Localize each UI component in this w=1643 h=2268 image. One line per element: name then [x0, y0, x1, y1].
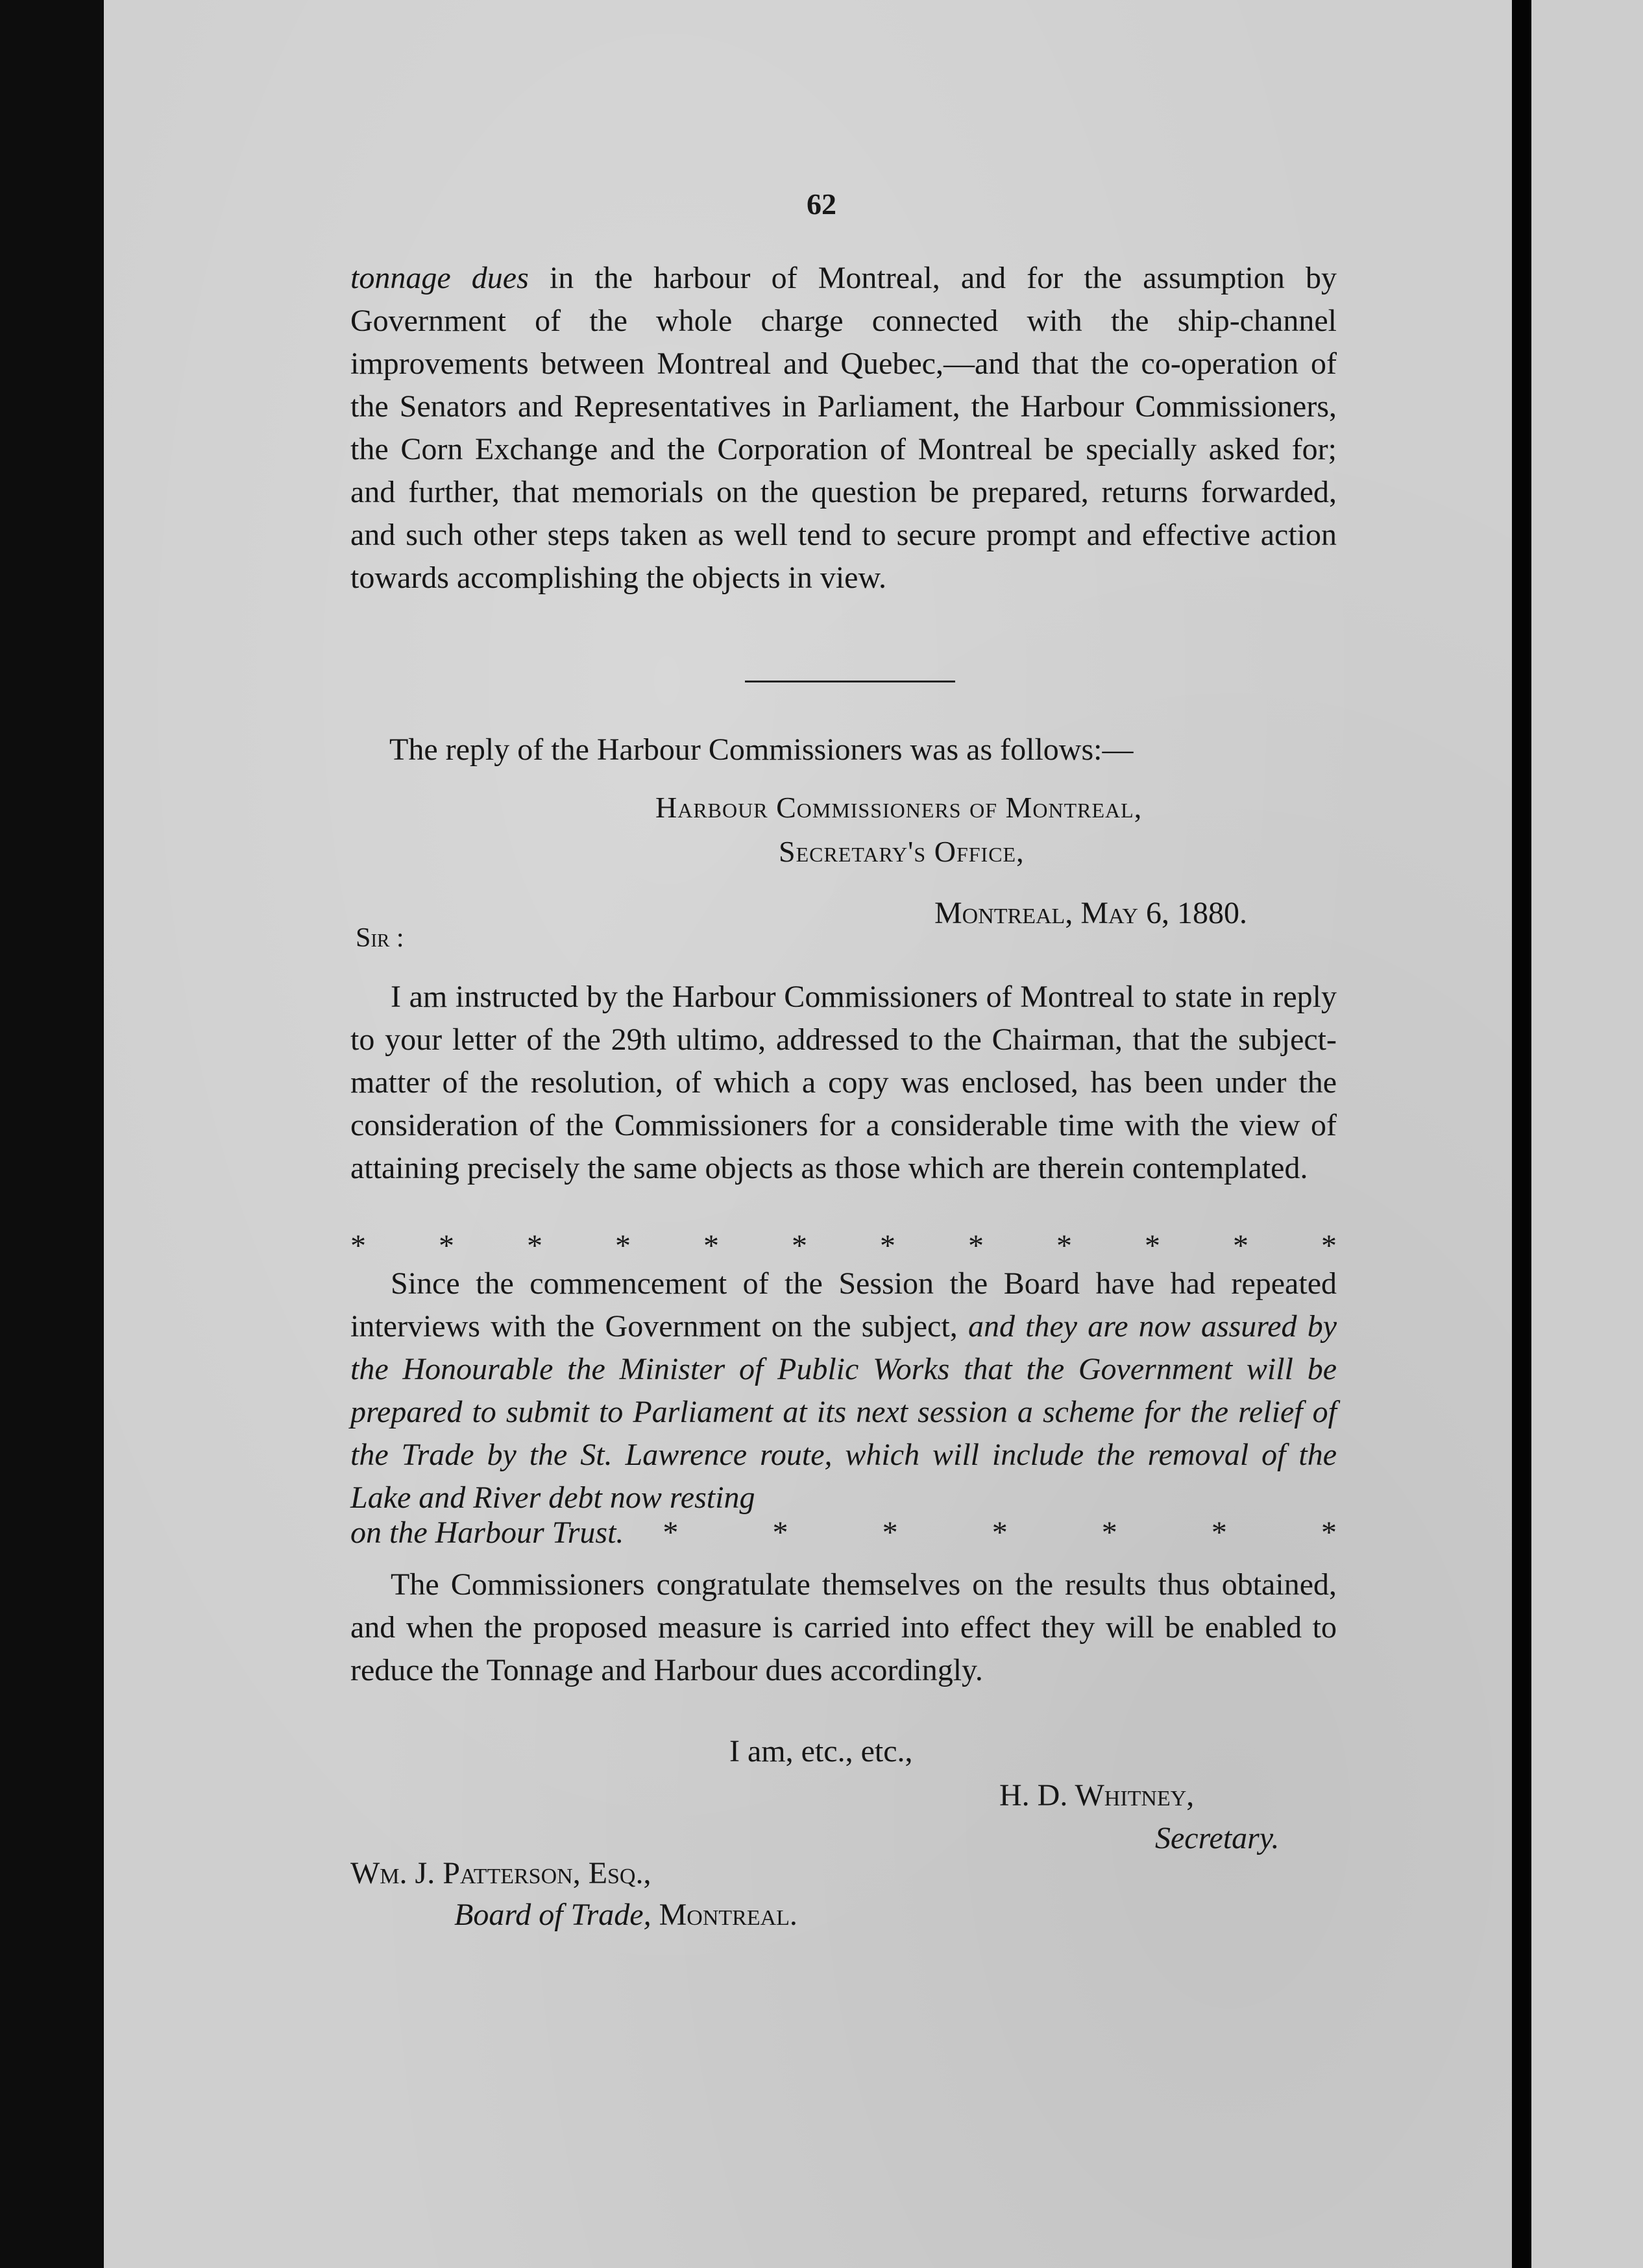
- paragraph-resolution-end: [350, 257, 1337, 599]
- asterisk-mark: *: [882, 1515, 898, 1550]
- asterisk-mark: *: [663, 1515, 679, 1550]
- letter-salutation: Sir :: [356, 923, 404, 953]
- letter-paragraph-2-roman: Since the commencement of the Session the Board have had repeated interviews with the Government on the subject,: [350, 1266, 1337, 1344]
- letter-signer-title: Secretary.: [1155, 1821, 1280, 1855]
- reply-intro: The reply of the Harbour Commissioners was as follows:—: [389, 732, 1134, 767]
- asterisk-mark: *: [1211, 1515, 1227, 1550]
- asterisk-mark: *: [1321, 1229, 1337, 1263]
- letter-paragraph-1: I am instructed by the Harbour Commissioners of Montreal to state in reply to your letter of the 29th ultimo, addressed to the Chairman, that the subject-matter of the resolution, of which a copy was enclosed, has been under the consideration of the Commissioners for a considerable time with the view of attaining precisely the same objects as those which are therein contemplated.: [350, 980, 1337, 1185]
- book-gutter: [1512, 0, 1531, 2268]
- paragraph-resolution-text: in the harbour of Montreal, and for the assumption by Government of the whole charge connected with the ship-channel improvements between Montreal and Quebec,—and that the co-operation of the Senators and Representatives in Parliament, the Harbour Commissioners, the Corn Exchange and the Corporation of Montreal be specially asked for; and further, that memorials on the question be prepared, returns forwarded, and such other steps taken as well tend to secure prompt and effective action towards accomplishing the objects in view.: [350, 261, 1337, 595]
- asterisk-mark: *: [439, 1229, 454, 1263]
- letter-paragraph-2-end: [350, 1512, 1337, 1554]
- page-number: 62: [807, 187, 836, 221]
- asterisk-mark: *: [615, 1229, 631, 1263]
- section-divider: [745, 681, 955, 682]
- asterisk-mark: *: [1145, 1229, 1160, 1263]
- omission-asterisks-inline: [663, 1512, 1337, 1554]
- asterisk-mark: *: [968, 1229, 984, 1263]
- asterisk-mark: *: [1233, 1229, 1248, 1263]
- asterisk-mark: *: [350, 1229, 366, 1263]
- asterisk-mark: *: [772, 1515, 788, 1550]
- asterisk-mark: *: [1056, 1229, 1072, 1263]
- asterisk-mark: *: [792, 1229, 807, 1263]
- asterisk-mark: *: [1320, 1515, 1337, 1550]
- letter-header-org: Harbour Commissioners of Montreal,: [655, 791, 1143, 824]
- asterisk-mark: *: [703, 1229, 719, 1263]
- letter-header-office: Secretary's Office,: [779, 835, 1025, 868]
- asterisk-mark: *: [527, 1229, 542, 1263]
- letter-signer: H. D. Whitney,: [999, 1778, 1195, 1813]
- letter-closing: I am, etc., etc.,: [729, 1734, 913, 1768]
- tonnage-dues-italic: tonnage dues: [350, 261, 529, 295]
- letter-paragraph-2: [350, 1262, 1337, 1519]
- omission-asterisks-row: [350, 1225, 1337, 1268]
- letter-dateline: Montreal, May 6, 1880.: [934, 896, 1247, 930]
- addressee-name: Wm. J. Patterson, Esq.,: [350, 1856, 651, 1890]
- addressee-line: [454, 1897, 797, 1933]
- asterisk-mark: *: [880, 1229, 895, 1263]
- letter-paragraph-2-italic: and they are now assured by the Honourable the Minister of Public Works that the Government will be prepared to submit to Parliament at its next session a scheme for the relief of the Trade by the St. Lawrence route, which will include the removal of the Lake and River debt now resting: [350, 1309, 1337, 1515]
- asterisk-mark: *: [992, 1515, 1008, 1550]
- asterisk-mark: *: [1101, 1515, 1117, 1550]
- letter-paragraph-2-tail: on the Harbour Trust.: [350, 1515, 624, 1550]
- letter-paragraph-3: The Commissioners congratulate themselves on the results thus obtained, and when the proposed measure is carried into effect they will be enabled to reduce the Tonnage and Harbour dues accordingly.: [350, 1567, 1337, 1687]
- facing-page-edge: [1531, 0, 1643, 2268]
- addressee-city: Montreal.: [659, 1898, 797, 1932]
- addressee-org: Board of Trade,: [454, 1898, 651, 1932]
